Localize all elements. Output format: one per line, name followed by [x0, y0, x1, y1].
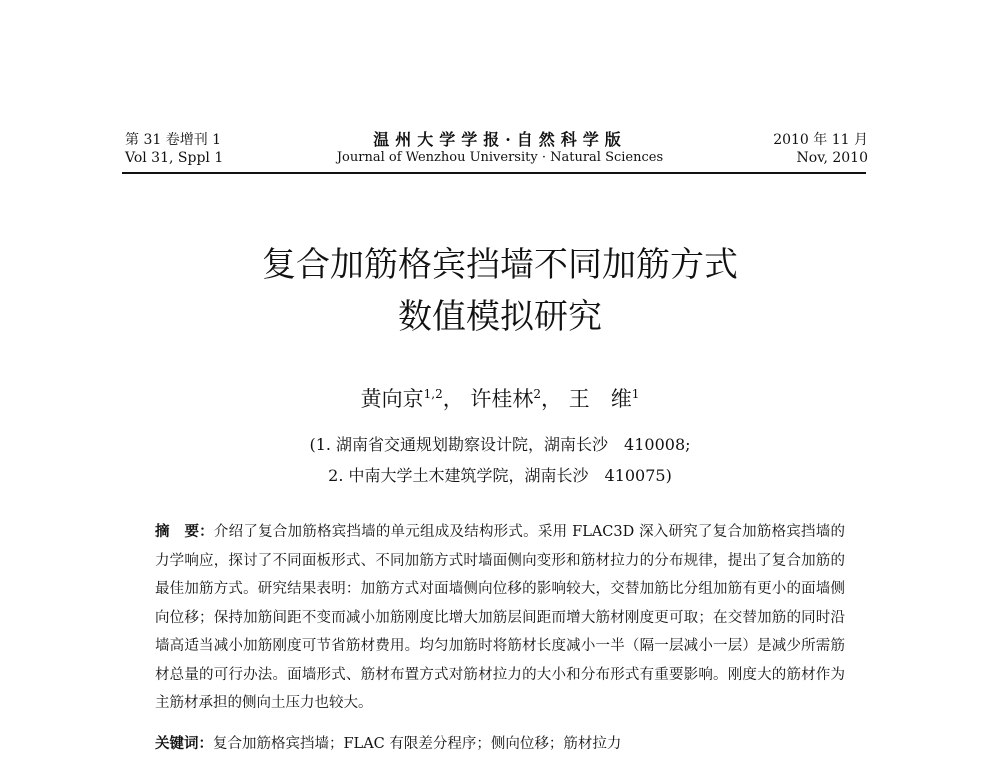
affiliation-2: 2. 中南大学土木建筑学院，湖南长沙 410075)	[328, 466, 672, 485]
paper-title-line2: 数值模拟研究	[398, 297, 602, 337]
abstract	[155, 518, 845, 718]
author-affil-sup: 1	[631, 387, 640, 401]
date-en: Nov, 2010	[796, 150, 868, 166]
author-name: 王 维	[568, 387, 632, 411]
keywords-text: 复合加筋格宾挡墙；FLAC 有限差分程序；侧向位移；筋材拉力	[213, 736, 622, 752]
abstract-label: 摘 要：	[155, 524, 214, 540]
keywords-label: 关键词：	[155, 736, 213, 752]
affiliation-1: (1. 湖南省交通规划勘察设计院，湖南长沙 410008;	[309, 435, 691, 454]
date-cn: 2010 年 11 月	[773, 132, 868, 148]
author-affil-sup: 2	[533, 387, 542, 401]
author-name: 许桂林	[470, 387, 534, 411]
paper-title-line1: 复合加筋格宾挡墙不同加筋方式	[262, 245, 738, 285]
volume-en: Vol 31, Sppl 1	[125, 150, 224, 166]
author-affil-sup: 1,2	[423, 387, 443, 401]
author-list: 黄向京$^{1,2}$， 许桂林$^2$， 王 维$^1$	[360, 387, 640, 411]
volume-cn: 第 31 卷增刊 1	[125, 132, 222, 148]
journal-name-cn: 温州大学学报·自然科学版	[373, 130, 627, 149]
header-rule	[122, 172, 866, 174]
journal-name-en: Journal of Wenzhou University · Natural Sciences	[336, 150, 664, 165]
author-name: 黄向京	[360, 387, 424, 411]
journal-date	[773, 131, 868, 167]
abstract-text: 介绍了复合加筋格宾挡墙的单元组成及结构形式。采用 FLAC3D 深入研究了复合加筋格宾挡墙的力学响应，探讨了不同面板形式、不同加筋方式时墙面侧向变形和筋材拉力的分布规律，提出了复合加筋的最佳加筋方式。研究结果表明：加筋方式对面墙侧向位移的影响较大，交替加筋比分组加筋有更小的面墙侧向位移；保持加筋间距不变而减小加筋刚度比增大加筋层间距而增大筋材刚度更可取；在交替加筋的同时沿墙高适当减小加筋刚度可节省筋材费用。均匀加筋时将筋材长度减小一半（隔一层减小一层）是减少所需筋材总量的可行办法。面墙形式、筋材布置方式对筋材拉力的大小和分布形式有重要影响。刚度大的筋材作为主筋材承担的侧向土压力也较大。	[155, 524, 845, 711]
keywords	[155, 734, 845, 754]
